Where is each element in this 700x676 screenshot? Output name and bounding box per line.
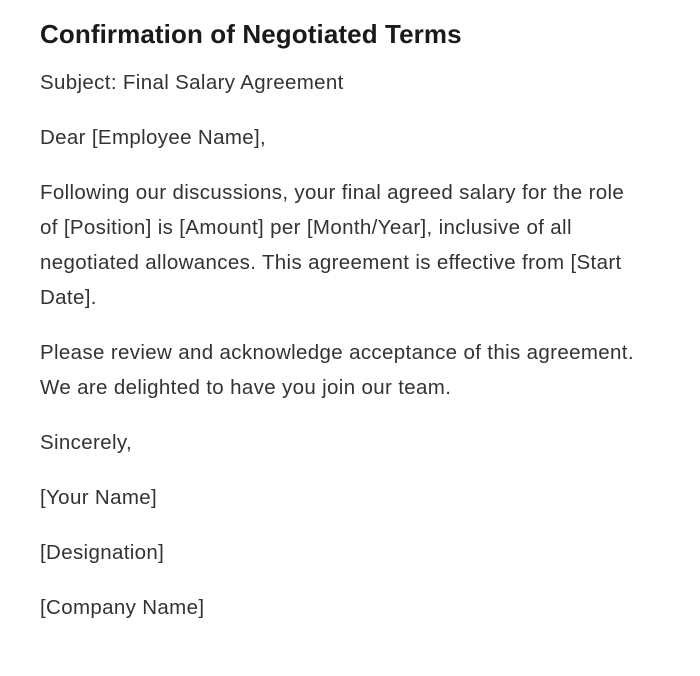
signature-your-name: [Your Name]	[40, 486, 158, 509]
body-paragraph-2-line: We are delighted to have you join our team.	[40, 376, 452, 399]
signature-designation: [Designation]	[40, 541, 165, 564]
body-paragraph-1-line: Following our discussions, your final agreed salary for the role	[40, 181, 625, 204]
signature-company-name: [Company Name]	[40, 596, 205, 619]
body-paragraph-2-line: Please review and acknowledge acceptance of this agreement.	[40, 341, 634, 364]
body-paragraph-1-line: negotiated allowances. This agreement is effective from [Start	[40, 251, 622, 274]
body-paragraph-1-line: Date].	[40, 286, 97, 309]
closing: Sincerely,	[40, 431, 132, 454]
body-paragraph-1-line: of [Position] is [Amount] per [Month/Year], inclusive of all	[40, 216, 572, 239]
subject-line: Subject: Final Salary Agreement	[40, 71, 344, 94]
body-paragraph-1	[40, 175, 642, 315]
body-paragraph-2	[40, 335, 642, 405]
page-title: Confirmation of Negotiated Terms	[40, 19, 462, 49]
salutation: Dear [Employee Name],	[40, 126, 267, 149]
